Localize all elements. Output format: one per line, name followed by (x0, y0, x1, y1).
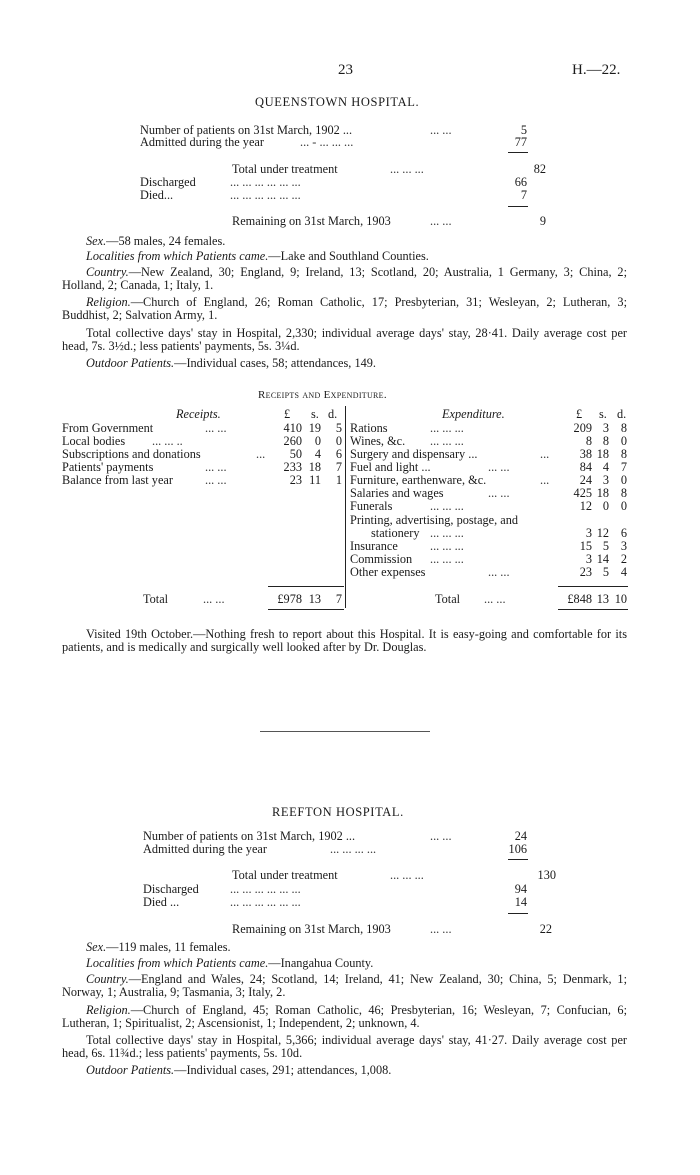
receipts-total-label: Total (143, 592, 169, 606)
stat-admitted-value: 106 (508, 842, 527, 856)
stat-admitted-label: Admitted during the year (143, 842, 267, 856)
receipt-dots: ... ... (205, 421, 227, 435)
expenditure-pounds: 12 (579, 499, 592, 513)
stat-rule (508, 152, 528, 153)
expenditure-pence: 3 (620, 539, 627, 553)
stat-discharged-value: 66 (514, 175, 527, 189)
stat-discharged-dots: ... ... ... ... ... ... (230, 175, 301, 189)
receipt-shillings: 18 (308, 460, 321, 474)
receipts-pound-header: £ (284, 407, 291, 421)
stat-start-dots: ... ... (430, 829, 452, 843)
stat-died-value: 7 (520, 188, 527, 202)
stat-rule (508, 206, 528, 207)
expenditure-total-pence: 10 (614, 592, 627, 606)
stat-rule (508, 913, 528, 914)
receipts-total-dots: ... ... (203, 592, 225, 606)
expenditure-pence: 0 (620, 434, 627, 448)
expenditure-pounds: 38 (579, 447, 592, 461)
stat-start-label: Number of patients on 31st March, 1902 ... (140, 123, 353, 137)
expenditure-shillings: 0 (602, 499, 609, 513)
expenditure-dots: ... ... ... (430, 421, 464, 435)
expenditure-total-dots: ... ... (484, 592, 506, 606)
expenditure-pounds: 8 (585, 434, 592, 448)
expenditure-total-label: Total (435, 592, 461, 606)
reefton-stay: Total collective days' stay in Hospital, 5,366; individual average days' stay, 41·27. Daily average cost per head, 6s. 11¾d.; less patients' payments, 5s. 10d. (62, 1033, 627, 1060)
section-divider (260, 731, 430, 732)
stat-admitted-dots: ... - ... ... ... (300, 135, 354, 149)
stat-discharged-value: 94 (514, 882, 527, 896)
expenditure-dots: ... ... ... (430, 526, 464, 540)
queenstown-visit: Visited 19th October.—Nothing fresh to report about this Hospital. It is easy-going and comfortable for its patients, and is medically and surgically well looked after by Dr. Douglas. (62, 627, 627, 654)
stat-admitted-value: 77 (514, 135, 527, 149)
stat-died-dots: ... ... ... ... ... ... (230, 188, 301, 202)
expenditure-label: Wines, &c. (350, 434, 406, 448)
expenditure-shillings: 12 (596, 526, 609, 540)
receipt-pounds: 260 (283, 434, 302, 448)
stat-total-value: 130 (537, 868, 556, 882)
receipt-label: Balance from last year (62, 473, 173, 487)
stat-died-dots: ... ... ... ... ... ... (230, 895, 301, 909)
expenditure-label: Insurance (350, 539, 398, 553)
expenditure-dots: ... ... (488, 460, 510, 474)
expenditure-shillings: 8 (602, 434, 609, 448)
expenditure-dots: ... ... (488, 565, 510, 579)
receipt-pence: 5 (335, 421, 342, 435)
expenditure-pounds: 84 (579, 460, 592, 474)
receipt-pounds: 23 (289, 473, 302, 487)
expenditure-dots: ... ... ... (430, 539, 464, 553)
stat-admitted-dots: ... ... ... ... (330, 842, 377, 856)
receipt-dots: ... (256, 447, 266, 461)
expenditure-total-rule (558, 586, 628, 587)
reefton-religion: Religion.—Church of England, 45; Roman Catholic, 46; Presbyterian, 16; Wesleyan, 7; Confucian, 6; Lutheran, 1; Spiritualist, 2; Ascensionist, 1; Independent, 2; unknown, 4. (62, 1003, 627, 1030)
accounts-divider (345, 406, 346, 608)
stat-rule (508, 859, 528, 860)
receipts-total-rule (268, 586, 344, 587)
reefton-title: REEFTON HOSPITAL. (272, 805, 404, 819)
expenditure-total-shillings: 13 (596, 592, 609, 606)
receipt-pounds: 410 (283, 421, 302, 435)
stat-total-dots: ... ... ... (390, 868, 424, 882)
expenditure-total-pounds: £848 (567, 592, 592, 606)
expenditure-shillings: 5 (602, 539, 609, 553)
stat-died-label: Died ... (143, 895, 180, 909)
expenditure-dots: ... ... ... (430, 552, 464, 566)
expenditure-heading: Expenditure. (442, 407, 505, 421)
queenstown-localities: Localities from which Patients came.—Lake and Southland Counties. (86, 249, 429, 263)
expenditure-dots: ... (540, 473, 550, 487)
expenditure-label: Salaries and wages (350, 486, 444, 500)
stat-total-value: 82 (533, 162, 546, 176)
queenstown-title: QUEENSTOWN HOSPITAL. (255, 95, 420, 109)
expenditure-dots: ... ... ... (430, 499, 464, 513)
stat-remaining-dots: ... ... (430, 922, 452, 936)
expenditure-label: Commission (350, 552, 413, 566)
expenditure-pence: 0 (620, 473, 627, 487)
expenditure-label: stationery (371, 526, 420, 540)
stat-remaining-label: Remaining on 31st March, 1903 (232, 922, 391, 936)
expenditure-label: Fuel and light ... (350, 460, 431, 474)
expenditure-dots: ... ... ... (430, 434, 464, 448)
stat-start-label: Number of patients on 31st March, 1902 ... (143, 829, 356, 843)
queenstown-sex: Sex.—58 males, 24 females. (86, 234, 226, 248)
page-number: 23 (338, 62, 353, 78)
stat-discharged-label: Discharged (143, 882, 199, 896)
receipt-shillings: 4 (314, 447, 321, 461)
expenditure-shillings: 3 (602, 473, 609, 487)
receipts-total-double-rule (268, 609, 344, 610)
receipts-pence-header: d. (328, 407, 338, 421)
receipt-pounds: 233 (283, 460, 302, 474)
expenditure-pence: 0 (620, 499, 627, 513)
expenditure-pounds: 209 (573, 421, 592, 435)
expenditure-shillings: 5 (602, 565, 609, 579)
expenditure-pence: 6 (620, 526, 627, 540)
expenditure-pounds: 425 (573, 486, 592, 500)
expenditure-label: Funerals (350, 499, 393, 513)
expenditure-shillings: 18 (596, 486, 609, 500)
expenditure-pence: 4 (620, 565, 627, 579)
receipt-pence: 1 (335, 473, 342, 487)
reefton-localities: Localities from which Patients came.—Inangahua County. (86, 956, 374, 970)
expenditure-shillings: 14 (596, 552, 609, 566)
receipt-label: Subscriptions and donations (62, 447, 201, 461)
expenditure-pence: 8 (620, 421, 627, 435)
accounts-title: Receipts and Expenditure. (258, 389, 387, 401)
expenditure-pence: 8 (620, 486, 627, 500)
reefton-country: Country.—England and Wales, 24; Scotland, 14; Ireland, 41; New Zealand, 30; China, 5; Denmark, 1; Norway, 1; Australia, 9; Tasmania, 3; Italy, 2. (62, 972, 627, 999)
receipt-shillings: 0 (314, 434, 321, 448)
stat-start-value: 5 (520, 123, 527, 137)
expenditure-shillings: 3 (602, 421, 609, 435)
receipt-dots: ... ... (205, 473, 227, 487)
queenstown-stay: Total collective days' stay in Hospital, 2,330; individual average days' stay, 28·41. Daily average cost per head, 7s. 3½d.; less patients' payments, 5s. 3¼d. (62, 326, 627, 353)
receipt-label: Local bodies (62, 434, 126, 448)
expenditure-shilling-header: s. (599, 407, 607, 421)
receipt-shillings: 11 (309, 473, 321, 487)
stat-start-dots: ... ... (430, 123, 452, 137)
receipt-dots: ... ... .. (152, 434, 183, 448)
expenditure-total-double-rule (558, 609, 628, 610)
receipt-pence: 7 (335, 460, 342, 474)
expenditure-pound-header: £ (576, 407, 583, 421)
stat-died-value: 14 (514, 895, 527, 909)
expenditure-pounds: 15 (579, 539, 592, 553)
queenstown-religion: Religion.—Church of England, 26; Roman Catholic, 17; Presbyterian, 31; Wesleyan, 2; Lutheran, 3; Buddhist, 2; Salvation Army, 1. (62, 295, 627, 322)
reefton-sex: Sex.—119 males, 11 females. (86, 940, 231, 954)
queenstown-country: Country.—New Zealand, 30; England, 9; Ireland, 13; Scotland, 20; Australia, 1 Germany, 3; China, 2; Holland, 2; Canada, 1; Italy, 1. (62, 265, 627, 292)
reefton-outdoor: Outdoor Patients.—Individual cases, 291; attendances, 1,008. (86, 1063, 392, 1077)
expenditure-label: Furniture, earthenware, &c. (350, 473, 487, 487)
expenditure-dots: ... (540, 447, 550, 461)
stat-total-label: Total under treatment (232, 868, 338, 882)
expenditure-pounds: 23 (579, 565, 592, 579)
expenditure-pence: 8 (620, 447, 627, 461)
expenditure-shillings: 4 (602, 460, 609, 474)
receipt-shillings: 19 (308, 421, 321, 435)
queenstown-outdoor: Outdoor Patients.—Individual cases, 58; attendances, 149. (86, 356, 376, 370)
stat-died-label: Died... (140, 188, 174, 202)
stat-remaining-value: 9 (539, 214, 546, 228)
document-code: H.—22. (572, 62, 621, 78)
receipts-total-shillings: 13 (308, 592, 321, 606)
expenditure-pounds: 3 (585, 552, 592, 566)
expenditure-pounds: 3 (585, 526, 592, 540)
expenditure-label: Other expenses (350, 565, 426, 579)
expenditure-label: Rations (350, 421, 388, 435)
expenditure-shillings: 18 (596, 447, 609, 461)
stat-remaining-value: 22 (539, 922, 552, 936)
stat-total-label: Total under treatment (232, 162, 338, 176)
stat-start-value: 24 (514, 829, 527, 843)
stat-remaining-label: Remaining on 31st March, 1903 (232, 214, 391, 228)
receipt-pence: 0 (335, 434, 342, 448)
receipts-shilling-header: s. (311, 407, 319, 421)
receipt-label: Patients' payments (62, 460, 154, 474)
stat-discharged-dots: ... ... ... ... ... ... (230, 882, 301, 896)
stat-remaining-dots: ... ... (430, 214, 452, 228)
stat-admitted-label: Admitted during the year (140, 135, 264, 149)
expenditure-pounds: 24 (579, 473, 592, 487)
receipt-pence: 6 (335, 447, 342, 461)
receipt-dots: ... ... (205, 460, 227, 474)
expenditure-pence: 2 (620, 552, 627, 566)
expenditure-dots: ... ... (488, 486, 510, 500)
expenditure-pence: 7 (620, 460, 627, 474)
expenditure-label: Printing, advertising, postage, and (350, 513, 519, 527)
stat-discharged-label: Discharged (140, 175, 196, 189)
stat-total-dots: ... ... ... (390, 162, 424, 176)
receipt-pounds: 50 (289, 447, 302, 461)
expenditure-pence-header: d. (617, 407, 627, 421)
receipt-label: From Government (62, 421, 154, 435)
expenditure-label: Surgery and dispensary ... (350, 447, 478, 461)
receipts-heading: Receipts. (176, 407, 221, 421)
receipts-total-pounds: £978 (277, 592, 302, 606)
receipts-total-pence: 7 (335, 592, 342, 606)
